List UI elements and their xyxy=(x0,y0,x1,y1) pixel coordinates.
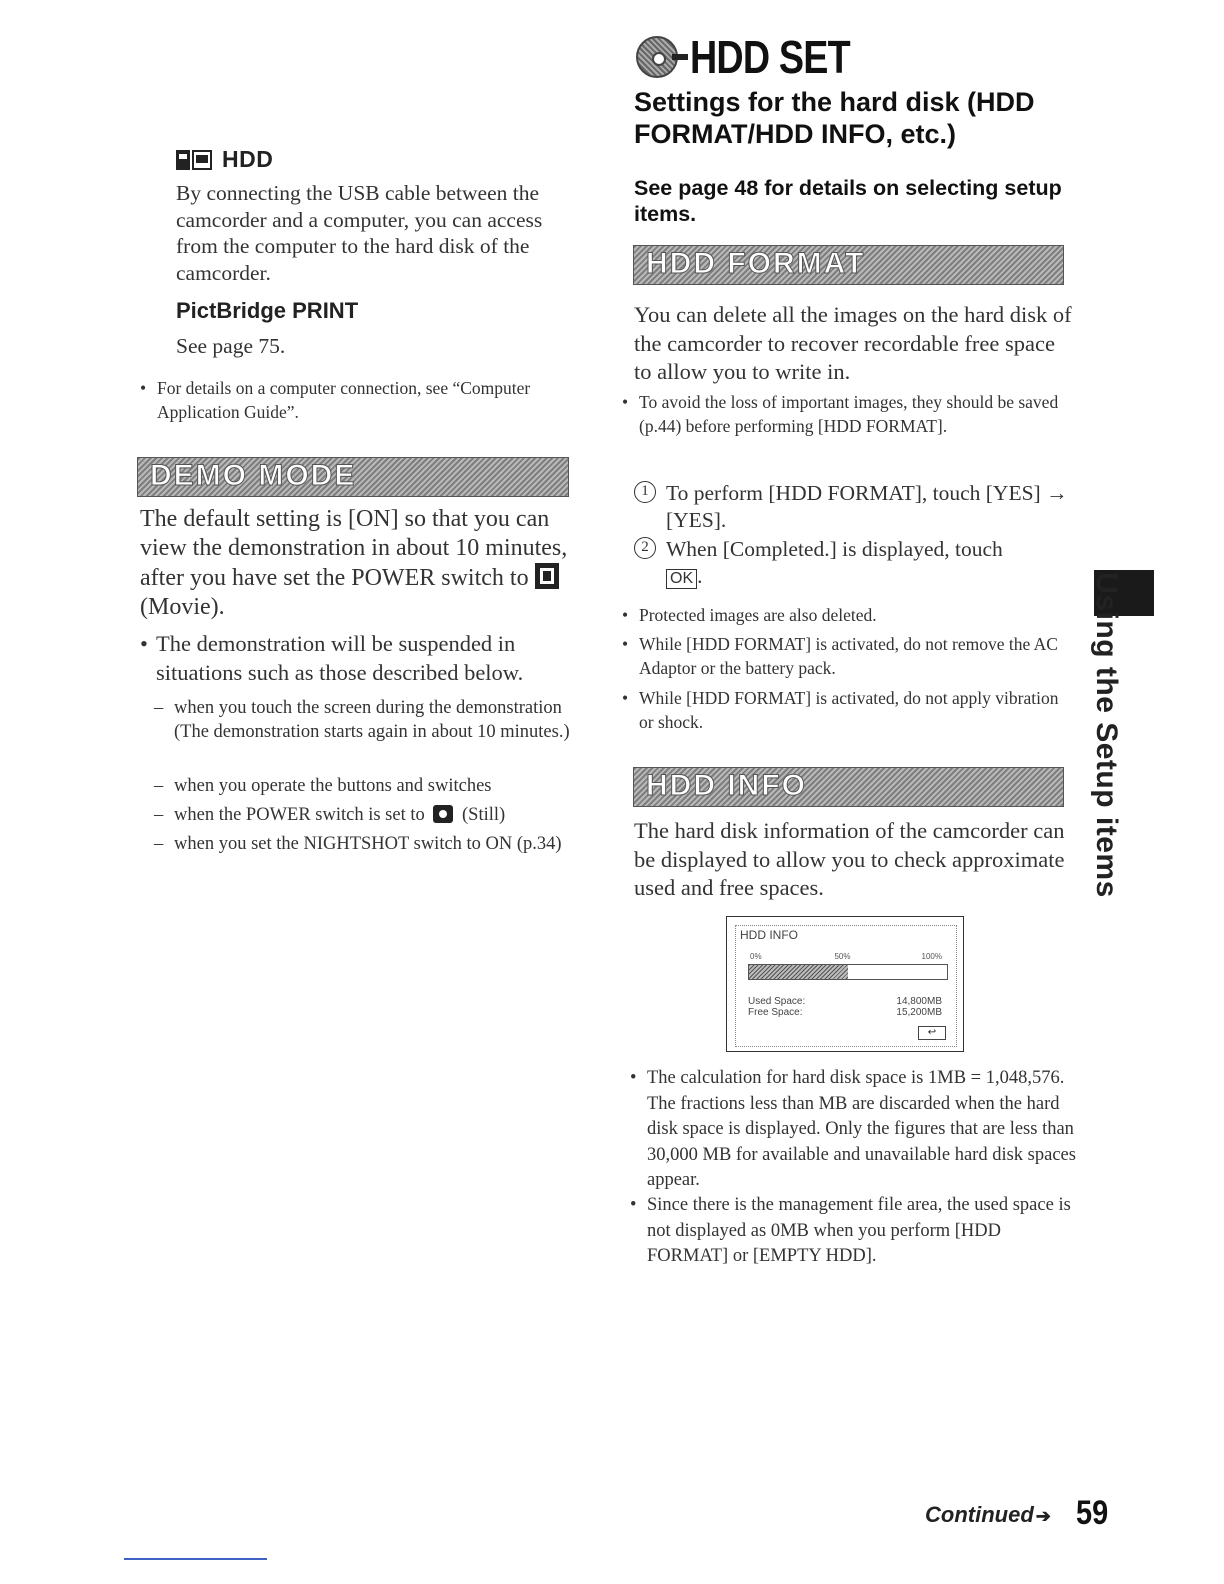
demo-mode-banner-label: DEMO MODE xyxy=(150,459,357,492)
movie-icon xyxy=(535,563,559,589)
screen-title: HDD INFO xyxy=(740,928,798,942)
demo-text-1: The default setting is [ON] so that you can view the demonstration in about 10 minutes, after you have set the POWER switch to xyxy=(140,506,568,591)
info-bullet: • The calculation for hard disk space is 1MB = 1,048,576. The fractions less than MB are discarded when the hard disk space is displayed. Only the figures that are less than 30,000 MB for available and unavailable hard disk spaces appear. xyxy=(630,1066,1076,1194)
step-1-text: To perform [HDD FORMAT], touch [YES] → [YES]. xyxy=(666,481,1068,532)
hdd-heading xyxy=(176,146,273,173)
used-space-row xyxy=(748,996,942,1007)
section-tab-label xyxy=(1082,572,1130,898)
step-1 xyxy=(634,480,1074,533)
dash-item-text: when the POWER switch is set to xyxy=(174,805,425,825)
dash-item: – when you set the NIGHTSHOT switch to ON (p.34) xyxy=(154,832,574,856)
page-title xyxy=(636,30,885,84)
arrow-right-icon: ➔ xyxy=(1035,1506,1051,1526)
return-icon[interactable]: ↩ xyxy=(918,1026,946,1040)
hdd-format-description: You can delete all the images on the hard disk of the camcorder to recover recordable free space to allow you to write in. xyxy=(634,302,1072,384)
dash-item: – when you operate the buttons and switches xyxy=(154,774,574,798)
format-bullet: • While [HDD FORMAT] is activated, do not remove the AC Adaptor or the battery pack. xyxy=(622,632,1072,680)
demo-text-2: (Movie). xyxy=(140,594,225,620)
camera-icon xyxy=(433,805,453,823)
continued-indicator xyxy=(925,1502,1051,1528)
continued-text: Continued xyxy=(925,1502,1034,1527)
step-1-number: 1 xyxy=(634,481,656,503)
free-space-label: Free Space: xyxy=(748,1007,803,1018)
hdd-info-description: The hard disk information of the camcorder can be displayed to allow you to check approximate used and free spaces. xyxy=(634,818,1065,900)
hdd-description: By connecting the USB cable between the camcorder and a computer, you can access from the computer to the hard disk of the camcorder. xyxy=(176,181,543,285)
scale-min: 0% xyxy=(750,952,762,961)
still-label: (Still) xyxy=(462,805,506,825)
info-bullet: • Since there is the management file area, the used space is not displayed as 0MB when you perform [HDD FORMAT] or [EMPTY HDD]. xyxy=(630,1193,1076,1270)
section-tab-text: Using the Setup items xyxy=(1090,572,1123,898)
used-space-value: 14,800MB xyxy=(896,996,942,1007)
page-title-text: HDD SET xyxy=(690,31,850,83)
hdd-format-banner-label: HDD FORMAT xyxy=(646,247,866,280)
hdd-format-banner xyxy=(633,245,1064,285)
dash-item xyxy=(154,803,574,827)
step-2-number: 2 xyxy=(634,537,656,559)
usb-connection-icon xyxy=(176,148,212,172)
free-space-value: 15,200MB xyxy=(896,1007,942,1018)
demo-mode-banner xyxy=(137,457,569,497)
scale-max: 100% xyxy=(921,952,942,961)
hdd-info-screen xyxy=(726,916,964,1052)
demo-mode-description xyxy=(140,505,580,622)
usage-bar-fill xyxy=(749,965,848,979)
format-bullet: • Protected images are also deleted. xyxy=(622,603,1072,627)
format-bullet: • While [HDD FORMAT] is activated, do not apply vibration or shock. xyxy=(622,686,1072,734)
step-2-text: When [Completed.] is displayed, touch xyxy=(666,537,1003,561)
step-2: 2 When [Completed.] is displayed, touch OK . xyxy=(634,536,1074,589)
see-page-note: See page 48 for details on selecting setup items. xyxy=(634,176,1062,226)
ok-button-label: OK xyxy=(666,569,697,589)
used-space-label: Used Space: xyxy=(748,996,806,1007)
page-number: 59 xyxy=(1076,1494,1109,1532)
hdd-info-screen-frame xyxy=(735,925,957,1047)
hard-disk-icon xyxy=(636,36,682,78)
footer-rule xyxy=(124,1558,267,1560)
usage-bar xyxy=(748,964,948,980)
computer-connection-note: • For details on a computer connection, see “Computer Application Guide”. xyxy=(140,376,580,424)
hdd-info-banner xyxy=(633,767,1064,807)
hdd-heading-text: HDD xyxy=(222,146,274,172)
hdd-format-note: • To avoid the loss of important images, they should be saved (p.44) before performing [HDD FORMAT]. xyxy=(622,390,1072,438)
dash-item: – when you touch the screen during the demonstration (The demonstration starts again in about 10 minutes.) xyxy=(154,696,574,744)
free-space-row xyxy=(748,1007,942,1018)
suspension-bullet: • The demonstration will be suspended in situations such as those described below. xyxy=(140,629,580,687)
hdd-info-banner-label: HDD INFO xyxy=(646,769,807,802)
pictbridge-heading: PictBridge PRINT xyxy=(176,298,359,323)
page-subtitle: Settings for the hard disk (HDD FORMAT/HDD INFO, etc.) xyxy=(634,87,1035,149)
pictbridge-reference: See page 75. xyxy=(176,334,286,358)
scale-mid: 50% xyxy=(834,952,851,961)
